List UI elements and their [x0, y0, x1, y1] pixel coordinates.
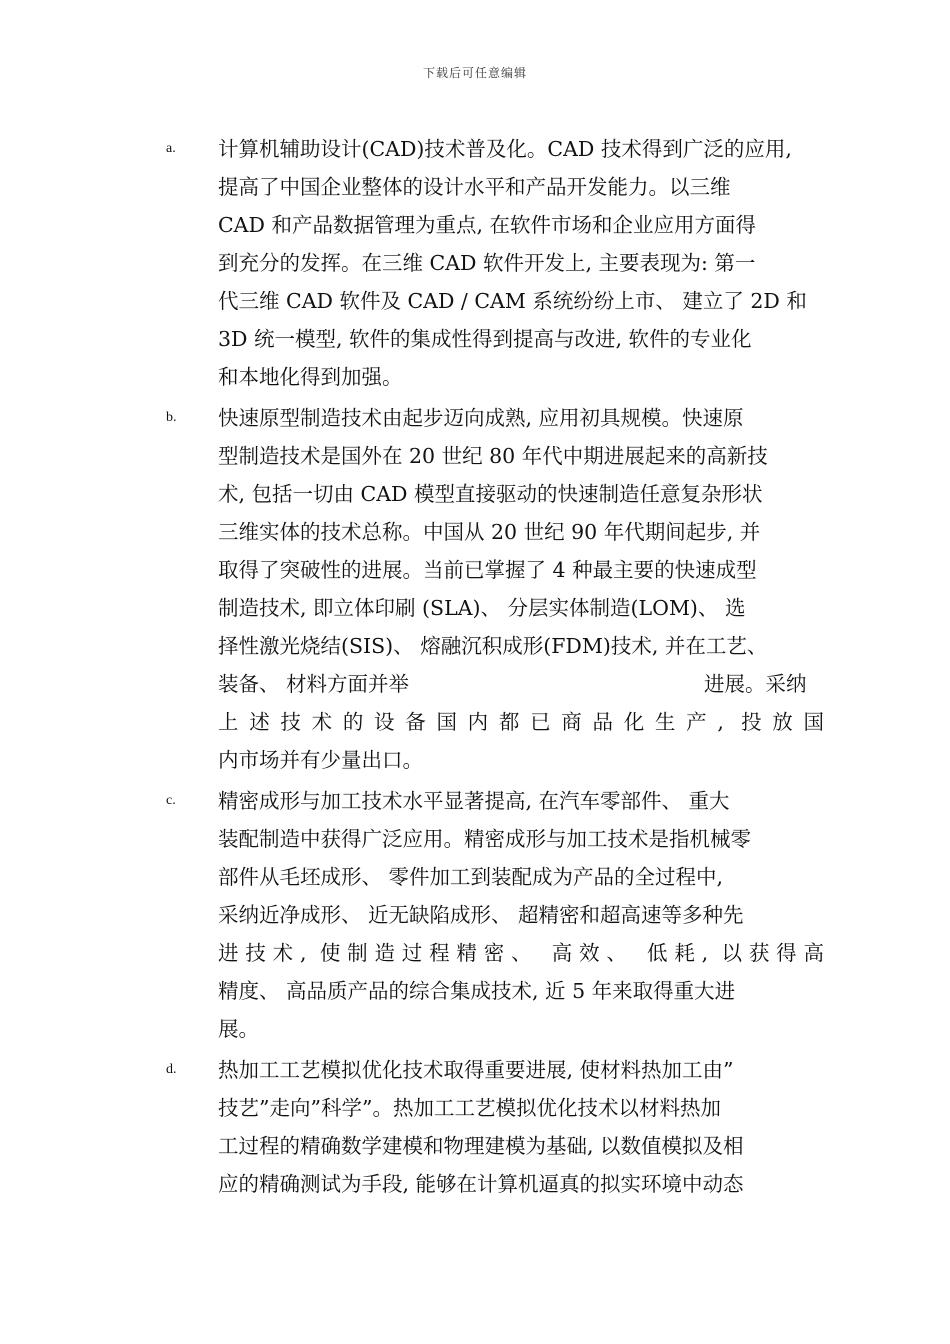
text-line: 采纳近净成形、 近无缺陷成形、 超精密和超高速等多种先	[218, 903, 744, 927]
text-line: 取得了突破性的进展。当前已掌握了 4 种最主要的快速成型	[218, 558, 757, 582]
text-line: 快速原型制造技术由起步迈向成熟, 应用初具规模。快速原	[218, 406, 744, 430]
text-line: 内市场并有少量出口。	[218, 748, 423, 772]
text-line: 制造技术, 即立体印刷 (SLA)、 分层实体制造(LOM)、 选	[218, 596, 746, 620]
text-line: 三维实体的技术总称。中国从 20 世纪 90 年代期间起步, 并	[218, 520, 761, 544]
text-line: 热加工工艺模拟优化技术取得重要进展, 使材料热加工由”	[218, 1058, 734, 1082]
text-line: 到充分的发挥。在三维 CAD 软件开发上, 主要表现为: 第一	[218, 251, 756, 275]
list-marker: c.	[166, 793, 176, 808]
text-line: 3D 统一模型, 软件的集成性得到提高与改进, 软件的专业化	[218, 327, 752, 351]
list-marker: b.	[166, 410, 177, 425]
list-marker: a.	[166, 141, 176, 156]
text-line: 装备、 材料方面并举	[218, 672, 410, 696]
text-line: 术, 包括一切由 CAD 模型直接驱动的快速制造任意复杂形状	[218, 482, 763, 506]
text-line: 展。	[218, 1017, 259, 1041]
text-line: CAD 和产品数据管理为重点, 在软件市场和企业应用方面得	[218, 213, 756, 237]
text-line: 应的精确测试为手段, 能够在计算机逼真的拟实环境中动态	[218, 1172, 744, 1196]
list-marker: d.	[166, 1062, 177, 1077]
text-line: 精密成形与加工技术水平显著提高, 在汽车零部件、 重大	[218, 789, 730, 813]
text-line: 工过程的精确数学建模和物理建模为基础, 以数值模拟及相	[218, 1134, 744, 1158]
text-line: 择性激光烧结(SIS)、 熔融沉积成形(FDM)技术, 并在工艺、	[218, 634, 768, 658]
text-line: 提高了中国企业整体的设计水平和产品开发能力。以三维	[218, 175, 731, 199]
text-line: 进展。采纳	[704, 672, 807, 696]
text-line: 计算机辅助设计(CAD)技术普及化。CAD 技术得到广泛的应用,	[218, 137, 792, 161]
page-header: 下载后可任意编辑	[422, 66, 527, 80]
text-line: 和本地化得到加强。	[218, 365, 403, 389]
text-line: 代三维 CAD 软件及 CAD / CAM 系统纷纷上市、 建立了 2D 和	[218, 289, 807, 313]
text-line: 装配制造中获得广泛应用。精密成形与加工技术是指机械零	[218, 827, 751, 851]
text-line: 部件从毛坯成形、 零件加工到装配成为产品的全过程中,	[218, 865, 724, 889]
text-line: 上述技术的设备国内都已商品化生产, 投放国	[218, 710, 824, 734]
text-line: 型制造技术是国外在 20 世纪 80 年代中期进展起来的高新技	[218, 444, 768, 468]
text-line: 进技术, 使制造过程精密、 高效、 低耗, 以获得高	[218, 941, 824, 965]
text-line: 技艺”走向”科学”。热加工工艺模拟优化技术以材料热加	[218, 1096, 721, 1120]
text-line: 精度、 高品质产品的综合集成技术, 近 5 年来取得重大进	[218, 979, 736, 1003]
